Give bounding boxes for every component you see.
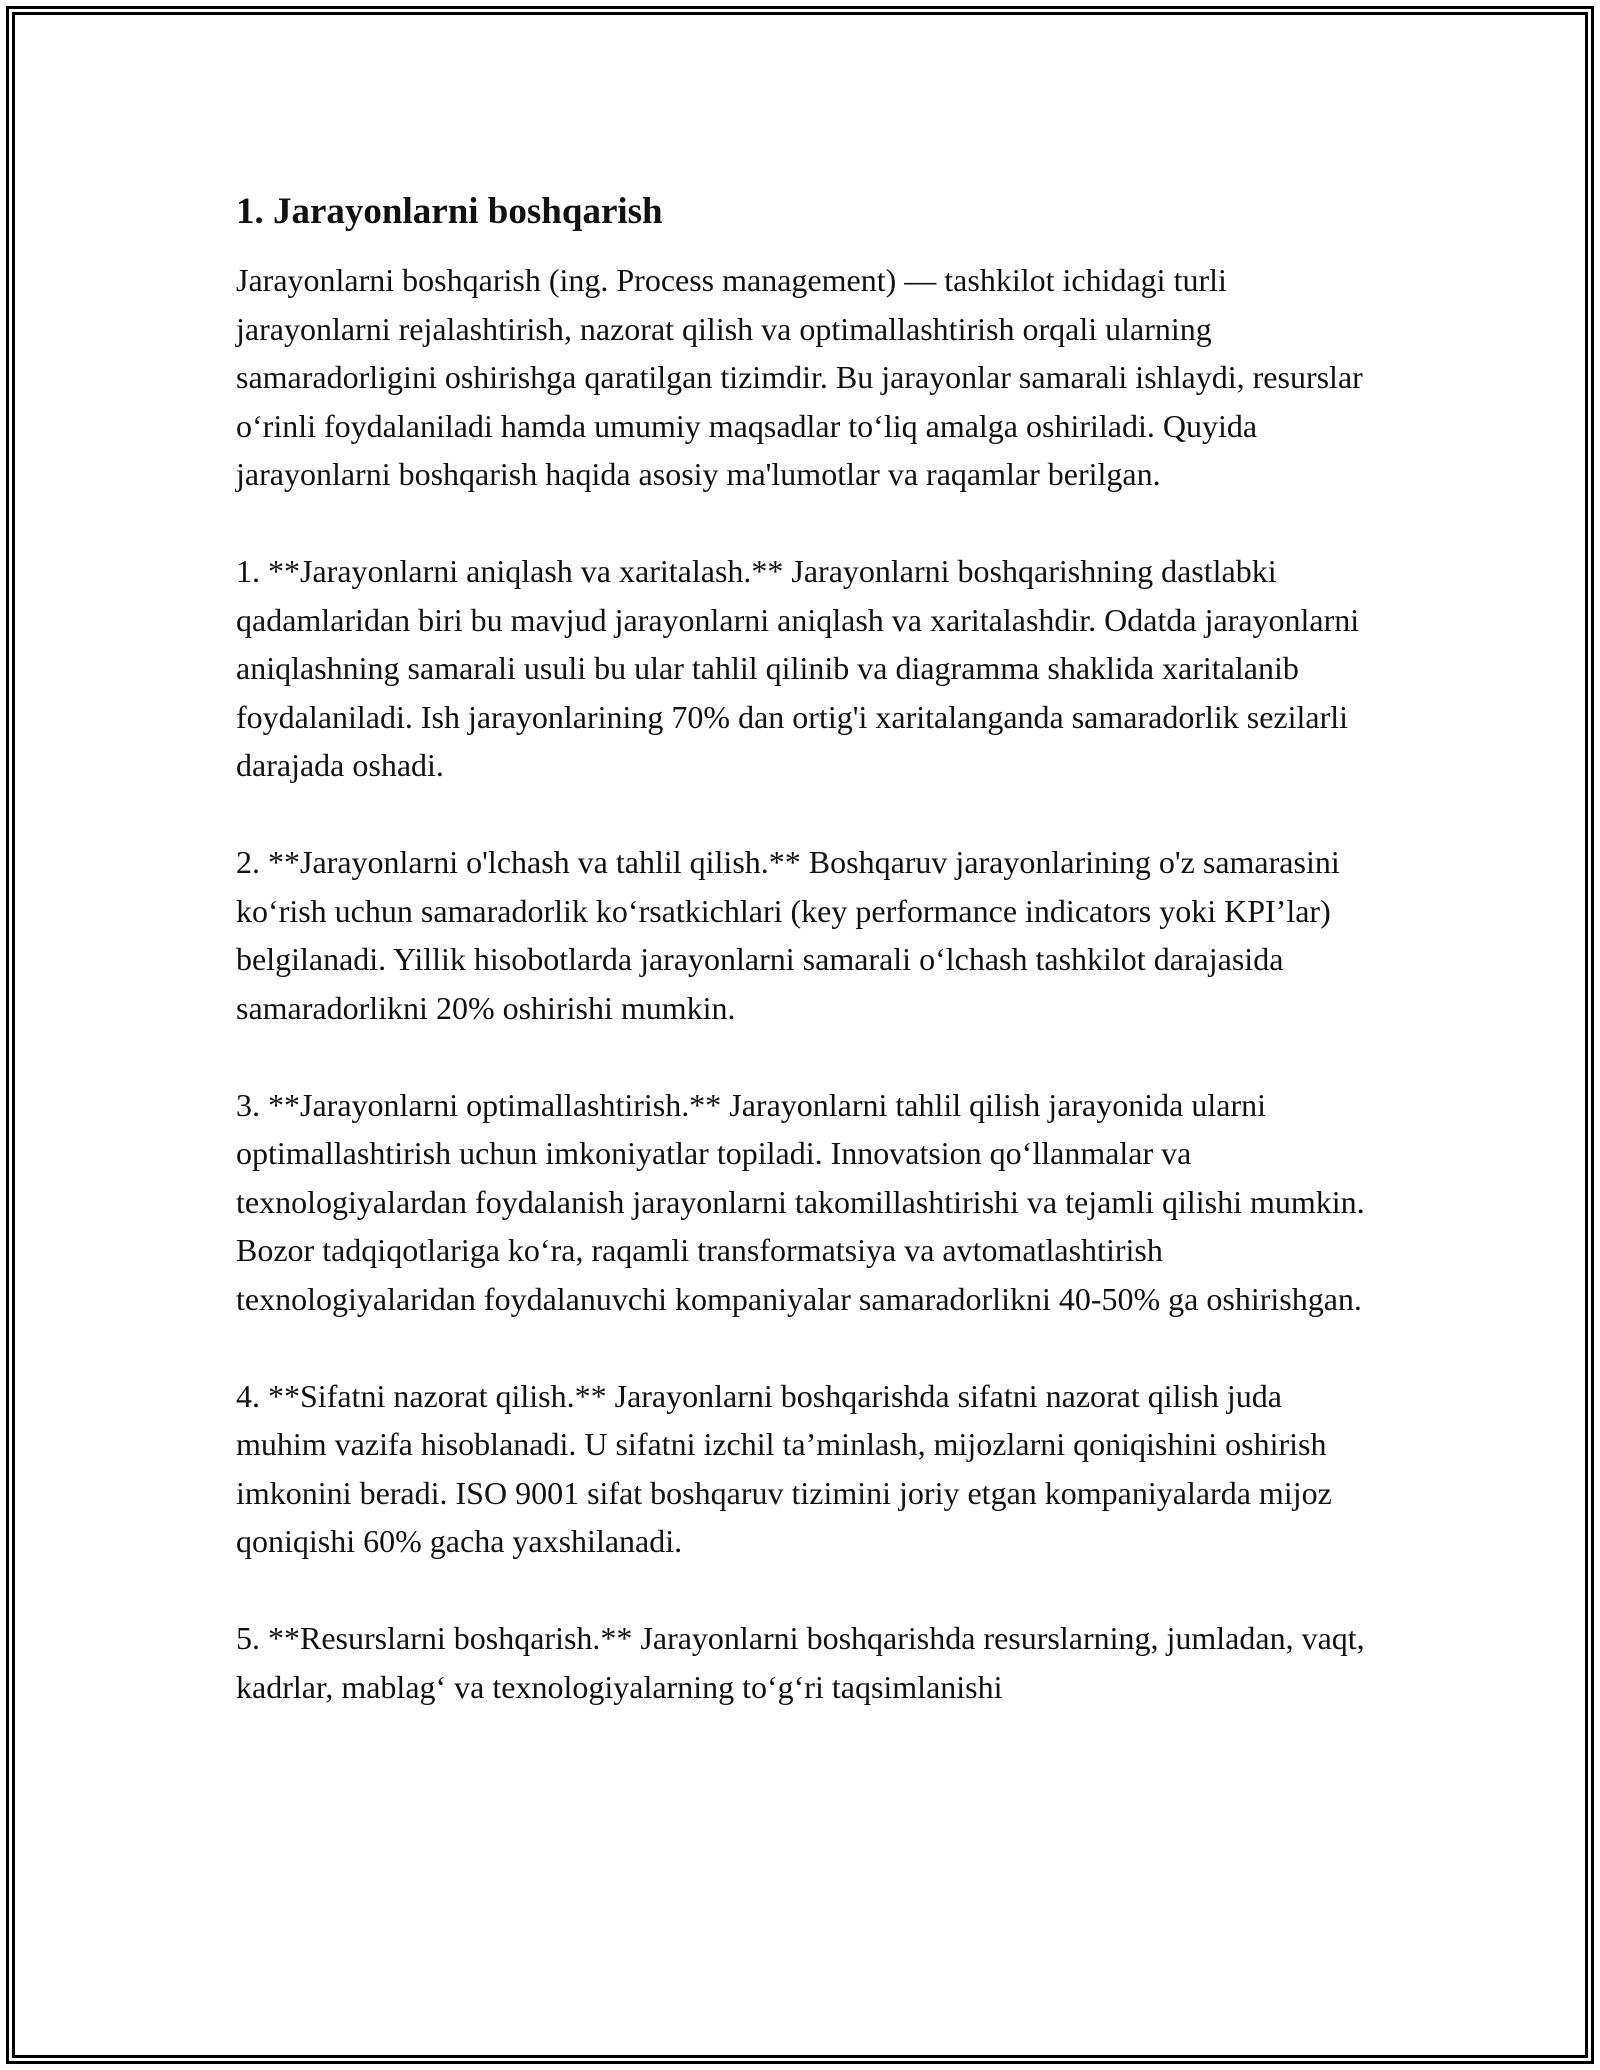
paragraph-item-1: 1. **Jarayonlarni aniqlash va xaritalash.** Jarayonlarni boshqarishning dastlabki qadamlaridan biri bu mavjud jarayonlarni aniqlash va xaritalashdir. Odatda jarayonlarni aniqlashning samarali usuli bu ular tahlil qilinib va diagramma shaklida xaritalanib foydalaniladi. Ish jarayonlarining 70% dan ortig'i xaritalanganda samaradorlik sezilarli darajada oshadi.	[236, 553, 1360, 783]
paragraph-item-3: 3. **Jarayonlarni optimallashtirish.** Jarayonlarni tahlil qilish jarayonida ularni optimallashtirish uchun imkoniyatlar topiladi. Innovatsion qo‘llanmalar va texnologiyalardan foydalanish jarayonlarni takomillashtirishi va tejamli qilishi mumkin. Bozor tadqiqotlariga ko‘ra, raqamli transformatsiya va avtomatlashtirish texnologiyalaridan foydalanuvchi kompaniyalar samaradorlikni 40-50% ga oshirishgan.	[236, 1086, 1365, 1317]
paragraph-item-4: 4. **Sifatni nazorat qilish.** Jarayonlarni boshqarishda sifatni nazorat qilish juda muhim vazifa hisoblanadi. U sifatni izchil ta’minlash, mijozlarni qoniqishini oshirish imkonini beradi. ISO 9001 sifat boshqaruv tizimini joriy etgan kompaniyalarda mijoz qoniqishi 60% gacha yaxshilanadi.	[236, 1377, 1332, 1559]
paragraph-item-2: 2. **Jarayonlarni o'lchash va tahlil qilish.** Boshqaruv jarayonlarining o'z samarasini ko‘rish uchun samaradorlik ko‘rsatkichlari (key performance indicators yoki KPI’lar) belgilanadi. Yillik hisobotlarda jarayonlarni samarali o‘lchash tashkilot darajasida samaradorlikni 20% oshirishi mumkin.	[236, 844, 1340, 1026]
paragraph-item-5: 5. **Resurslarni boshqarish.** Jarayonlarni boshqarishda resurslarning, jumladan, vaqt, kadrlar, mablag‘ va texnologiyalarning to‘g‘ri taqsimlanishi	[236, 1620, 1365, 1705]
section-heading: 1. Jarayonlarni boshqarish	[236, 191, 663, 232]
intro-paragraph: Jarayonlarni boshqarish (ing. Process management) — tashkilot ichidagi turli jarayonlarni rejalashtirish, nazorat qilish va optimallashtirish orqali ularning samaradorligini oshirishga qaratilgan tizimdir. Bu jarayonlar samarali ishlaydi, resurslar o‘rinli foydalaniladi hamda umumiy maqsadlar to‘liq amalga oshiriladi. Quyida jarayonlarni boshqarish haqida asosiy ma'lumotlar va raqamlar berilgan.	[236, 262, 1363, 492]
document-body	[236, 188, 1371, 1760]
